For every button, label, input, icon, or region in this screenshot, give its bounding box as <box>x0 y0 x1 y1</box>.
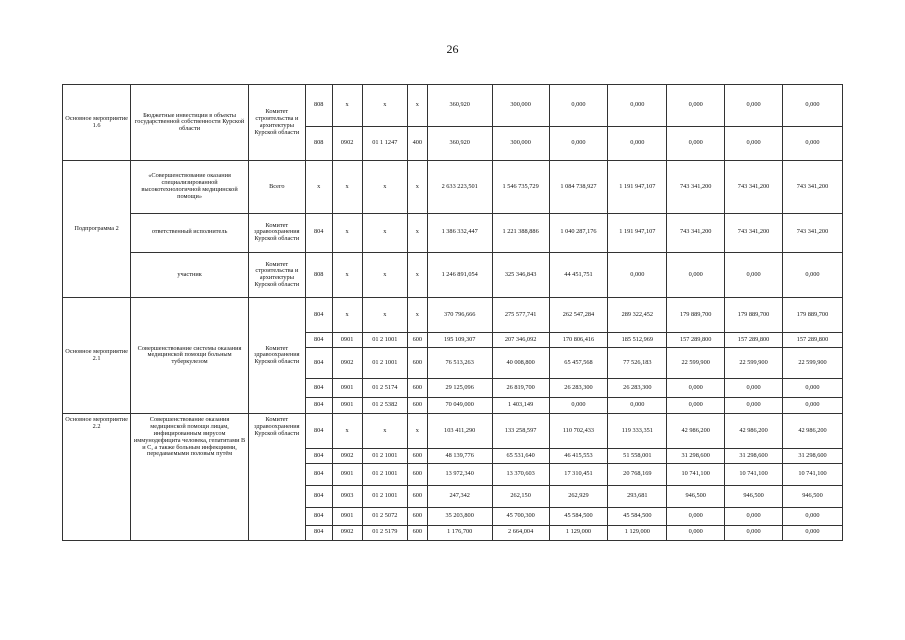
table-cell: 0,000 <box>667 378 725 397</box>
table-cell: 0,000 <box>782 85 842 127</box>
table-cell: 804 <box>305 485 332 507</box>
table-cell: участник <box>131 253 249 298</box>
table-cell: Комитет строительства и архитектуры Курской области <box>248 85 305 161</box>
table-cell: 179 889,700 <box>782 298 842 333</box>
table-cell: 0,000 <box>549 126 608 161</box>
table-cell: Основное мероприятие 2.2 <box>63 414 131 541</box>
table-cell: 10 741,100 <box>667 464 725 485</box>
table-cell: 179 889,700 <box>725 298 783 333</box>
table-cell: 0,000 <box>782 508 842 525</box>
table-cell: Комитет здравоохранения Курской области <box>248 298 305 414</box>
table-cell: 51 558,001 <box>608 449 667 464</box>
table-cell: 44 451,751 <box>549 253 608 298</box>
table-cell: 45 584,500 <box>549 508 608 525</box>
table-cell: Совершенствование системы оказания медицинской помощи больным туберкулезом <box>131 298 249 414</box>
table-cell: 946,500 <box>725 485 783 507</box>
table-cell: 262 547,284 <box>549 298 608 333</box>
table-cell: 0,000 <box>608 398 667 414</box>
table-cell: 743 341,200 <box>782 213 842 253</box>
table-cell: 1 221 388,886 <box>492 213 549 253</box>
table-cell: 289 322,452 <box>608 298 667 333</box>
table-cell: 01 2 1001 <box>362 348 407 379</box>
table-cell: 46 415,553 <box>549 449 608 464</box>
table-cell: 01 2 1001 <box>362 485 407 507</box>
table-cell: 600 <box>408 485 428 507</box>
table-cell: 0902 <box>332 449 362 464</box>
table-cell: 0,000 <box>608 253 667 298</box>
table-cell: 0,000 <box>667 85 725 127</box>
table-cell: 804 <box>305 449 332 464</box>
table-cell: 01 2 1001 <box>362 464 407 485</box>
table-cell: 804 <box>305 398 332 414</box>
table-cell: 22 599,900 <box>782 348 842 379</box>
table-cell: 0,000 <box>782 253 842 298</box>
table-cell: 1 129,000 <box>549 525 608 540</box>
table-cell: 0,000 <box>608 85 667 127</box>
table-cell: 26 819,700 <box>492 378 549 397</box>
table-cell: 35 203,800 <box>427 508 492 525</box>
table-cell: 946,500 <box>667 485 725 507</box>
table-cell: 20 768,169 <box>608 464 667 485</box>
table-cell: 31 298,600 <box>782 449 842 464</box>
table-row <box>63 85 843 127</box>
table-cell: 0,000 <box>725 253 783 298</box>
table-cell: 17 310,451 <box>549 464 608 485</box>
table-cell: x <box>362 85 407 127</box>
table-cell: 0901 <box>332 332 362 347</box>
table-cell: 743 341,200 <box>667 213 725 253</box>
table-cell: 600 <box>408 508 428 525</box>
table-cell: 0,000 <box>725 126 783 161</box>
table-cell: 45 700,300 <box>492 508 549 525</box>
table-cell: 01 1 1247 <box>362 126 407 161</box>
table-cell: 0,000 <box>667 253 725 298</box>
table-cell: 0,000 <box>667 508 725 525</box>
table-cell: 743 341,200 <box>725 213 783 253</box>
table-cell: 10 741,100 <box>725 464 783 485</box>
table-cell: 0,000 <box>782 378 842 397</box>
table-cell: 22 599,900 <box>725 348 783 379</box>
table-cell: 600 <box>408 525 428 540</box>
table-cell: x <box>332 161 362 213</box>
table-cell: Основное мероприятие 2.1 <box>63 298 131 414</box>
table-cell: Совершенствование оказания медицинской помощи лицам, инфицированным вирусом иммунодефицита человека, гепатитами В и С, а также больным инфекциями, передаваемыми половым путём <box>131 414 249 541</box>
table-cell: 804 <box>305 378 332 397</box>
table-cell: 0901 <box>332 378 362 397</box>
table-cell: 01 2 5174 <box>362 378 407 397</box>
table-cell: 0,000 <box>549 398 608 414</box>
table-cell: 804 <box>305 298 332 333</box>
table-cell: 119 333,351 <box>608 414 667 449</box>
table-cell: 0903 <box>332 485 362 507</box>
table-cell: 2 664,004 <box>492 525 549 540</box>
table-cell: Комитет здравоохранения Курской области <box>248 213 305 253</box>
table-cell: 0,000 <box>667 398 725 414</box>
table-cell: 325 346,843 <box>492 253 549 298</box>
table-cell: 804 <box>305 525 332 540</box>
table-cell: 207 346,092 <box>492 332 549 347</box>
table-cell: 01 2 1001 <box>362 449 407 464</box>
table-cell: 0902 <box>332 126 362 161</box>
table-cell: 600 <box>408 332 428 347</box>
page-number: 26 <box>446 42 459 56</box>
table-cell: x <box>362 414 407 449</box>
table-cell: 360,920 <box>427 85 492 127</box>
table-cell: 300,000 <box>492 126 549 161</box>
table-cell: 1 176,700 <box>427 525 492 540</box>
table-cell: 946,500 <box>782 485 842 507</box>
table-row <box>63 414 843 449</box>
table-cell: 247,342 <box>427 485 492 507</box>
table-cell: x <box>408 414 428 449</box>
table-cell: 0,000 <box>782 398 842 414</box>
table-cell: 26 283,300 <box>549 378 608 397</box>
table-cell: x <box>408 253 428 298</box>
table-cell: Всего <box>248 161 305 213</box>
table-cell: 360,920 <box>427 126 492 161</box>
table-cell: 0901 <box>332 398 362 414</box>
table-cell: Подпрограмма 2 <box>63 161 131 298</box>
table-cell: Основное мероприятие 1.6 <box>63 85 131 161</box>
table-cell: 0902 <box>332 348 362 379</box>
table-cell: 804 <box>305 332 332 347</box>
table-cell: 76 513,263 <box>427 348 492 379</box>
table-cell: 804 <box>305 213 332 253</box>
table-cell: x <box>332 414 362 449</box>
table-cell: 0,000 <box>725 398 783 414</box>
table-cell: 42 986,200 <box>667 414 725 449</box>
table-row <box>63 161 843 213</box>
table-cell: 01 2 5179 <box>362 525 407 540</box>
table-cell: 0,000 <box>667 126 725 161</box>
table-cell: 0,000 <box>725 378 783 397</box>
table-cell: 743 341,200 <box>725 161 783 213</box>
table-cell: 1 084 738,927 <box>549 161 608 213</box>
budget-table <box>62 84 843 541</box>
table-cell: x <box>332 298 362 333</box>
table-cell: 157 289,800 <box>667 332 725 347</box>
table-cell: 600 <box>408 449 428 464</box>
table-cell: Комитет здравоохранения Курской области <box>248 414 305 541</box>
table-cell: 1 191 947,107 <box>608 161 667 213</box>
table-cell: 195 109,307 <box>427 332 492 347</box>
table-cell: 1 246 891,054 <box>427 253 492 298</box>
table-cell: 804 <box>305 414 332 449</box>
table-cell: 275 577,741 <box>492 298 549 333</box>
table-cell: 157 289,800 <box>725 332 783 347</box>
table-cell: 0,000 <box>667 525 725 540</box>
table-cell: 1 386 332,447 <box>427 213 492 253</box>
table-cell: x <box>332 213 362 253</box>
table-cell: 157 289,800 <box>782 332 842 347</box>
table-cell: 48 139,776 <box>427 449 492 464</box>
table-cell: Бюджетные инвестиции в объекты государственной собственности Курской области <box>131 85 249 161</box>
table-cell: 70 049,000 <box>427 398 492 414</box>
table-cell: 804 <box>305 348 332 379</box>
table-cell: 0,000 <box>725 508 783 525</box>
table-cell: x <box>332 85 362 127</box>
table-cell: x <box>362 253 407 298</box>
table-cell: 0901 <box>332 508 362 525</box>
table-cell: 804 <box>305 508 332 525</box>
table-cell: 133 258,597 <box>492 414 549 449</box>
table-cell: 808 <box>305 126 332 161</box>
table-cell: 01 2 1001 <box>362 332 407 347</box>
table-cell: 600 <box>408 398 428 414</box>
table-cell: 808 <box>305 253 332 298</box>
table-cell: x <box>408 213 428 253</box>
table-cell: 31 298,600 <box>667 449 725 464</box>
table-cell: x <box>332 253 362 298</box>
table-cell: 185 512,969 <box>608 332 667 347</box>
table-cell: 31 298,600 <box>725 449 783 464</box>
table-cell: 110 702,433 <box>549 414 608 449</box>
table-cell: 01 2 5072 <box>362 508 407 525</box>
table-cell: 2 633 223,501 <box>427 161 492 213</box>
table-cell: x <box>408 298 428 333</box>
table-cell: 42 986,200 <box>782 414 842 449</box>
table-cell: 0,000 <box>725 85 783 127</box>
table-cell: 22 599,900 <box>667 348 725 379</box>
table-cell: x <box>362 298 407 333</box>
table-cell: 26 283,300 <box>608 378 667 397</box>
table-row <box>63 213 843 253</box>
table-cell: 13 972,340 <box>427 464 492 485</box>
table-row <box>63 298 843 333</box>
table-cell: «Совершенствование оказания специализированной высокотехнологичной медицинской помощи» <box>131 161 249 213</box>
table-cell: 743 341,200 <box>667 161 725 213</box>
table-cell: 1 546 735,729 <box>492 161 549 213</box>
table-cell: Комитет строительства и архитектуры Курской области <box>248 253 305 298</box>
table-cell: 600 <box>408 348 428 379</box>
table-cell: 13 370,603 <box>492 464 549 485</box>
table-cell: 0,000 <box>608 126 667 161</box>
table-cell: 10 741,100 <box>782 464 842 485</box>
table-cell: 0901 <box>332 464 362 485</box>
table-cell: 600 <box>408 464 428 485</box>
table-cell: 804 <box>305 464 332 485</box>
table-cell: 1 191 947,107 <box>608 213 667 253</box>
table-cell: 1 040 287,176 <box>549 213 608 253</box>
table-cell: 29 125,096 <box>427 378 492 397</box>
table-cell: ответственный исполнитель <box>131 213 249 253</box>
table-cell: 65 457,568 <box>549 348 608 379</box>
table-cell: 400 <box>408 126 428 161</box>
table-cell: 103 411,290 <box>427 414 492 449</box>
table-cell: x <box>408 161 428 213</box>
table-cell: x <box>408 85 428 127</box>
table-cell: 40 008,800 <box>492 348 549 379</box>
table-cell: 293,681 <box>608 485 667 507</box>
table-cell: 77 526,183 <box>608 348 667 379</box>
table-cell: 262,929 <box>549 485 608 507</box>
table-cell: 42 986,200 <box>725 414 783 449</box>
table-cell: 01 2 5382 <box>362 398 407 414</box>
table-row <box>63 253 843 298</box>
table-cell: 170 806,416 <box>549 332 608 347</box>
table-cell: 743 341,200 <box>782 161 842 213</box>
table-cell: 370 796,666 <box>427 298 492 333</box>
table-cell: 0,000 <box>549 85 608 127</box>
table-cell: 0,000 <box>782 126 842 161</box>
table-cell: 0,000 <box>782 525 842 540</box>
table-cell: 0,000 <box>725 525 783 540</box>
table-cell: 600 <box>408 378 428 397</box>
table-cell: 179 889,700 <box>667 298 725 333</box>
table-cell: 45 584,500 <box>608 508 667 525</box>
table-cell: 0902 <box>332 525 362 540</box>
table-cell: x <box>305 161 332 213</box>
table-cell: 262,150 <box>492 485 549 507</box>
table-cell: 1 403,149 <box>492 398 549 414</box>
table-cell: 808 <box>305 85 332 127</box>
table-cell: 1 129,000 <box>608 525 667 540</box>
table-cell: x <box>362 213 407 253</box>
table-cell: 300,000 <box>492 85 549 127</box>
table-cell: 65 531,640 <box>492 449 549 464</box>
table-cell: x <box>362 161 407 213</box>
